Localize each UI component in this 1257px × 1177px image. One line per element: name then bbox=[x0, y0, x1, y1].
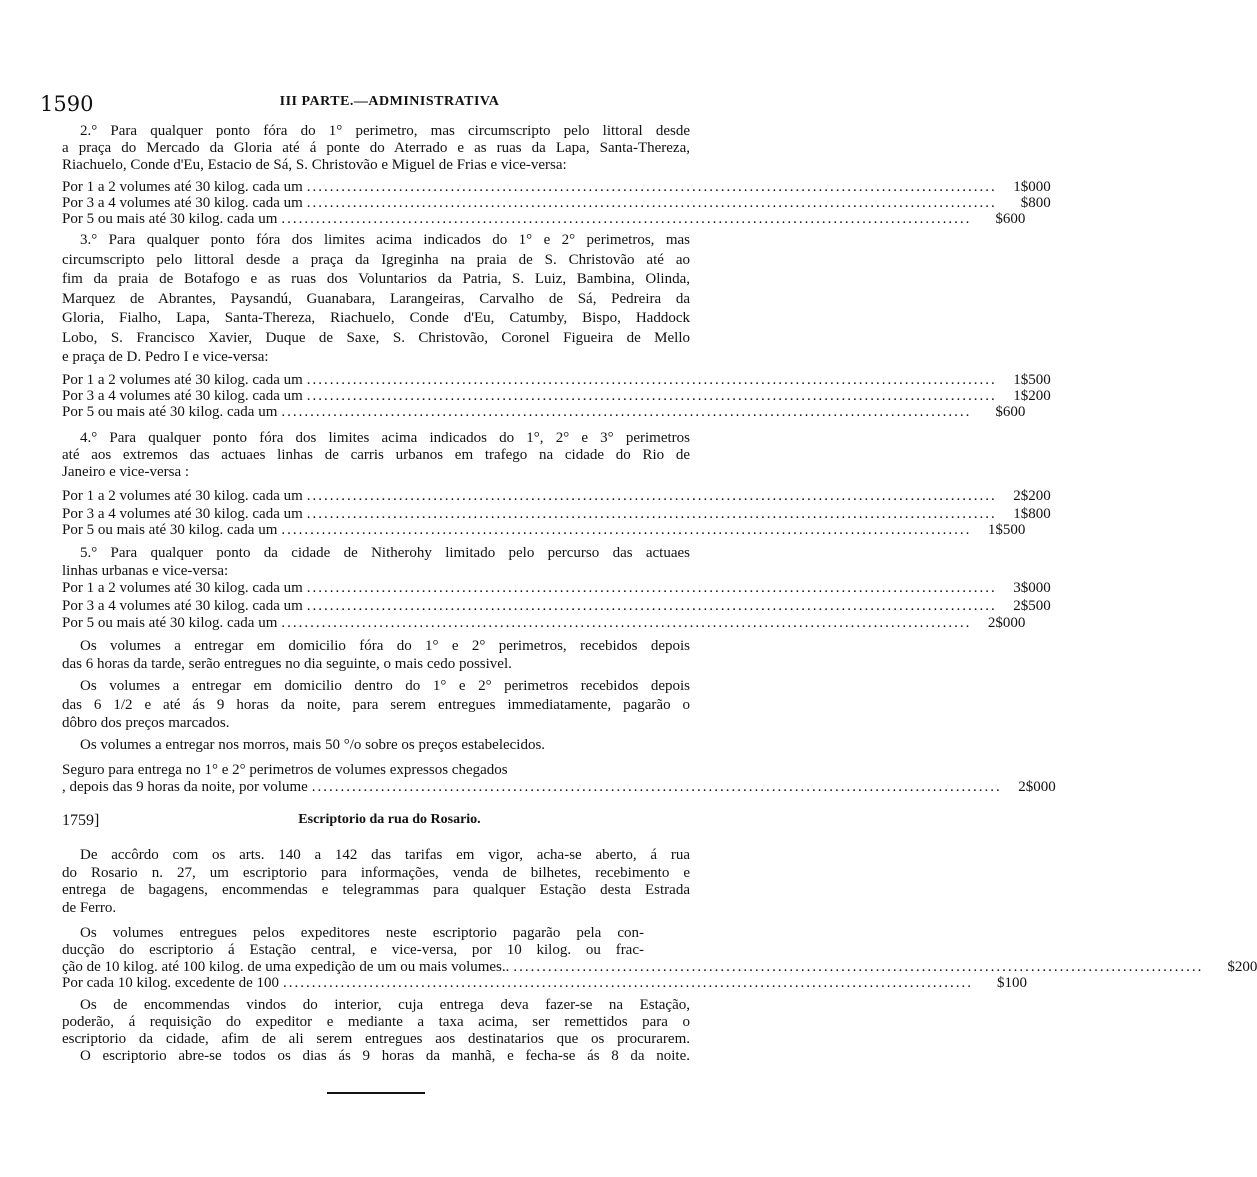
paragraph-line: Os volumes entregues pelos expeditores neste escriptorio pagarão pela con- bbox=[80, 925, 644, 941]
paragraph-line: das 6 1/2 e até ás 9 horas da noite, para serem entregues immediatamente, pagarão o bbox=[62, 697, 690, 713]
paragraph-line: poderão, á requisição do expeditor e mediante a taxa acima, ser remettidos para o bbox=[62, 1014, 690, 1030]
tariff-label: Por 1 a 2 volumes até 30 kilog. cada um bbox=[62, 580, 303, 596]
paragraph-line: Gloria, Fialho, Lapa, Santa-Thereza, Riachuelo, Conde d'Eu, Catumby, Bispo, Haddock bbox=[62, 310, 690, 326]
tariff-label: Por 3 a 4 volumes até 30 kilog. cada um bbox=[62, 506, 303, 522]
tariff-amount: 1$200 bbox=[1013, 388, 1051, 404]
leader-dots: ........................................................................................................................ bbox=[306, 179, 997, 195]
paragraph-line: Os volumes a entregar nos morros, mais 50 °/o sobre os preços estabelecidos. bbox=[80, 737, 546, 753]
paragraph-line: ducção do escriptorio á Estação central, e vice-versa, por 10 kilog. ou frac- bbox=[62, 942, 644, 958]
insurance-line: Seguro para entrega no 1° e 2° perimetros de volumes expressos chegados bbox=[62, 762, 508, 778]
paragraph-line: linhas urbanas e vice-versa: bbox=[62, 563, 229, 579]
paragraph-line: fim da praia de Botafogo e as ruas dos Voluntarios da Patria, S. Luiz, Bambina, Olinda, bbox=[62, 271, 690, 287]
paragraph-line: Lobo, S. Francisco Xavier, Duque de Saxe, S. Christovão, Coronel Figueira de Mello bbox=[62, 329, 690, 346]
leader-dots: ........................................................................................................................ bbox=[281, 522, 972, 538]
paragraph-line: Riachuelo, Conde d'Eu, Estacio de Sá, S. Christovão e Miguel de Frias e vice-versa: bbox=[62, 157, 567, 173]
paragraph-line: até aos extremos das actuaes linhas de carris urbanos em trafego na cidade do Rio de bbox=[62, 447, 690, 463]
tariff-label: Por 3 a 4 volumes até 30 kilog. cada um bbox=[62, 598, 303, 614]
closing-rule bbox=[327, 1092, 425, 1094]
leader-dots: ........................................................................................................................ bbox=[306, 580, 997, 596]
tariff-amount: 1$000 bbox=[1013, 179, 1051, 195]
section-title: Escriptorio da rua do Rosario. bbox=[298, 812, 481, 827]
tariff-row bbox=[62, 521, 1026, 539]
paragraph-line: Janeiro e vice-versa : bbox=[62, 464, 190, 480]
leader-dots: ........................................................................................................................ bbox=[306, 506, 997, 522]
leader-dots: ........................................................................................................................ bbox=[281, 404, 972, 420]
paragraph-line: dôbro dos preços marcados. bbox=[62, 715, 230, 731]
tariff-amount: 1$500 bbox=[1013, 372, 1051, 388]
paragraph-line: 2.° Para qualquer ponto fóra do 1° perimetro, mas circumscripto pelo littoral desde bbox=[80, 123, 690, 139]
paragraph-line: de Ferro. bbox=[62, 900, 117, 916]
leader-dots: ........................................................................................................................ bbox=[311, 779, 1002, 795]
tariff-row bbox=[62, 974, 1028, 992]
leader-dots: ........................................................................................................................ bbox=[306, 598, 997, 614]
tariff-amount: 1$800 bbox=[1013, 506, 1051, 522]
tariff-row bbox=[62, 403, 1026, 421]
tariff-amount: $600 bbox=[995, 404, 1026, 420]
paragraph-line: De accôrdo com os arts. 140 a 142 das tarifas em vigor, acha-se aberto, á rua bbox=[80, 847, 690, 863]
tariff-amount: 1$500 bbox=[987, 522, 1026, 538]
tariff-row bbox=[62, 579, 1051, 597]
paragraph-line: Os volumes a entregar em domicilio fóra do 1° e 2° perimetros, recebidos depois bbox=[80, 638, 690, 654]
tariff-label: Por cada 10 kilog. excedente de 100 bbox=[62, 975, 280, 991]
tariff-label: Por 5 ou mais até 30 kilog. cada um bbox=[62, 211, 278, 227]
paragraph-line: 5.° Para qualquer ponto da cidade de Nitherohy limitado pelo percurso das actuaes bbox=[80, 545, 690, 561]
paragraph-line: Marquez de Abrantes, Paysandú, Guanabara, Larangeiras, Carvalho de Sá, Pedreira da bbox=[62, 290, 690, 307]
paragraph-line: do Rosario n. 27, um escriptorio para informações, venda de bilhetes, recebimento e bbox=[62, 865, 690, 881]
tariff-label: Por 3 a 4 volumes até 30 kilog. cada um bbox=[62, 195, 303, 211]
paragraph-line: entrega de bagagens, encommendas e telegrammas para qualquer Estação desta Estrada bbox=[62, 882, 690, 898]
paragraph-line: 3.° Para qualquer ponto fóra dos limites acima indicados do 1° e 2° perimetros, mas bbox=[80, 232, 690, 248]
tariff-amount: 2$200 bbox=[1013, 488, 1051, 504]
tariff-amount: 2$000 bbox=[1018, 779, 1056, 795]
leader-dots: ........................................................................................................................ bbox=[306, 488, 997, 504]
leader-dots: ........................................................................................................................ bbox=[306, 372, 997, 388]
tariff-row bbox=[62, 778, 1056, 796]
tariff-label: Por 1 a 2 volumes até 30 kilog. cada um bbox=[62, 372, 303, 388]
paragraph-line: Os volumes a entregar em domicilio dentro do 1° e 2° perimetros recebidos depois bbox=[80, 678, 690, 694]
tariff-label: Por 5 ou mais até 30 kilog. cada um bbox=[62, 522, 278, 538]
leader-dots: ........................................................................................................................ bbox=[281, 211, 972, 227]
tariff-amount: $800 bbox=[1020, 195, 1051, 211]
tariff-label: , depois das 9 horas da noite, por volume bbox=[62, 779, 308, 795]
tariff-row bbox=[62, 597, 1051, 615]
running-title: III PARTE.—ADMINISTRATIVA bbox=[279, 94, 500, 109]
tariff-amount: 2$000 bbox=[987, 615, 1026, 631]
tariff-row bbox=[62, 487, 1051, 505]
page-number: 1590 bbox=[40, 92, 94, 116]
leader-dots: ........................................................................................................................ bbox=[513, 959, 1204, 975]
tariff-label: Por 5 ou mais até 30 kilog. cada um bbox=[62, 404, 278, 420]
tariff-row bbox=[62, 210, 1026, 228]
tariff-amount: $600 bbox=[995, 211, 1026, 227]
paragraph-line: O escriptorio abre-se todos os dias ás 9 horas da manhã, e fecha-se ás 8 da noite. bbox=[80, 1048, 690, 1064]
tariff-label: Por 1 a 2 volumes até 30 kilog. cada um bbox=[62, 488, 303, 504]
tariff-amount: 3$000 bbox=[1013, 580, 1051, 596]
tariff-label: Por 1 a 2 volumes até 30 kilog. cada um bbox=[62, 179, 303, 195]
paragraph-line: a praça do Mercado da Gloria até á ponte do Aterrado e as ruas da Lapa, Santa-Thereza, bbox=[62, 140, 690, 156]
paragraph-line: das 6 horas da tarde, serão entregues no dia seguinte, o mais cedo possivel. bbox=[62, 656, 512, 672]
tariff-amount: 2$500 bbox=[1013, 598, 1051, 614]
leader-dots: ........................................................................................................................ bbox=[281, 615, 972, 631]
tariff-label: Por 5 ou mais até 30 kilog. cada um bbox=[62, 615, 278, 631]
leader-dots: ........................................................................................................................ bbox=[306, 195, 997, 211]
tariff-amount: $200 bbox=[1227, 959, 1257, 975]
paragraph-line: escriptorio da cidade, afim de ali serem entregues aos destinatarios que os procurarem. bbox=[62, 1031, 690, 1047]
section-number: 1759] bbox=[62, 812, 100, 829]
paragraph-line: 4.° Para qualquer ponto fóra dos limites acima indicados do 1°, 2° e 3° perimetros bbox=[80, 430, 690, 446]
tariff-label: Por 3 a 4 volumes até 30 kilog. cada um bbox=[62, 388, 303, 404]
leader-dots: ........................................................................................................................ bbox=[283, 975, 974, 991]
tariff-label: ção de 10 kilog. até 100 kilog. de uma expedição de um ou mais volumes.. bbox=[62, 959, 510, 975]
leader-dots: ........................................................................................................................ bbox=[306, 388, 997, 404]
tariff-row bbox=[62, 614, 1026, 632]
tariff-amount: $100 bbox=[997, 975, 1028, 991]
paragraph-line: e praça de D. Pedro I e vice-versa: bbox=[62, 349, 269, 365]
paragraph-line: Os de encommendas vindos do interior, cuja entrega deva fazer-se na Estação, bbox=[80, 997, 690, 1013]
paragraph-line: circumscripto pelo littoral desde a praça da Igreginha na praia de S. Christovão até ao bbox=[62, 251, 690, 268]
